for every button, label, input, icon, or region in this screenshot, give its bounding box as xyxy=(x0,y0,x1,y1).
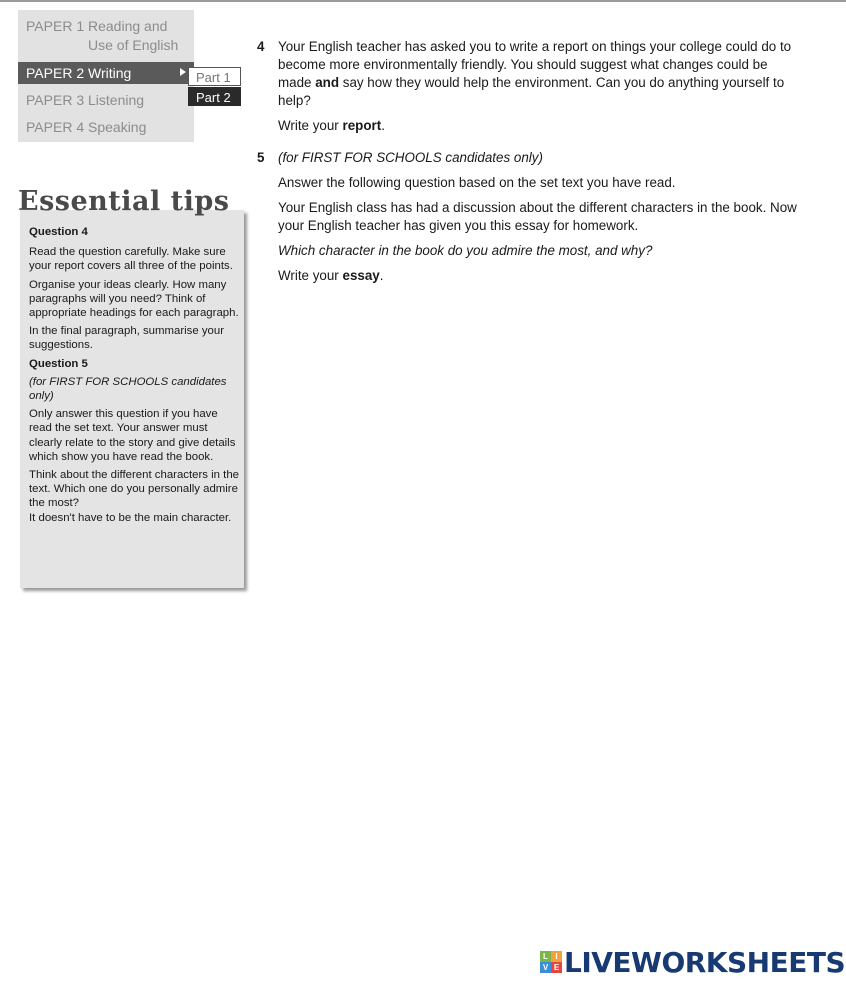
questions-area xyxy=(257,38,797,292)
paper-number: PAPER 4 xyxy=(26,119,85,135)
question-number: 4 xyxy=(257,39,265,54)
task-text: Write your xyxy=(278,268,343,283)
question-text: Your English teacher has asked you to write a report on things your college could do to become more environmentally friendly. You should suggest what changes could be made xyxy=(278,39,792,90)
paper-navigation xyxy=(18,10,194,142)
tips-question-5-heading: Question 5 xyxy=(29,357,88,370)
question-5-note: (for FIRST FOR SCHOOLS candidates only) xyxy=(278,150,543,165)
tip-item: Organise your ideas clearly. How many paragraphs will you need? Think of appropriate headings for each paragraph. xyxy=(29,278,239,320)
paper-name: Speaking xyxy=(88,119,147,135)
task-type: essay xyxy=(342,268,380,283)
question-5-prompt: Which character in the book do you admire the most, and why? xyxy=(278,243,653,258)
paper-name: Writing xyxy=(88,65,132,81)
question-text: say how they would help the environment. Can you do anything yourself to help? xyxy=(278,75,785,108)
tips-question-4-heading: Question 4 xyxy=(29,226,88,238)
task-text: . xyxy=(381,118,385,133)
part-1-tab[interactable]: Part 1 xyxy=(188,67,241,86)
logo-letter: E xyxy=(551,962,562,973)
emphasis-word: and xyxy=(315,75,340,90)
tip-item: Think about the different characters in the text. Which one do you personally admire the most? xyxy=(29,469,240,510)
essential-tips-content xyxy=(29,225,241,529)
logo-letter: V xyxy=(540,962,551,973)
logo-letter: I xyxy=(551,951,562,962)
top-rule xyxy=(0,0,846,2)
logo-text: LIVEWORKSHEETS xyxy=(564,945,846,979)
tip-item: In the final paragraph, summarise your suggestions. xyxy=(29,325,225,352)
tip-item: Read the question carefully. Make sure your report covers all three of the points. xyxy=(29,246,233,273)
paper-name: Reading and xyxy=(88,18,168,34)
question-4-task xyxy=(278,117,797,135)
part-2-tab[interactable]: Part 2 xyxy=(188,87,241,106)
task-text: . xyxy=(379,268,384,283)
logo-letter: L xyxy=(540,951,551,962)
question-4-text xyxy=(278,38,797,110)
question-number: 5 xyxy=(257,150,265,165)
tips-question-5-note: (for FIRST FOR SCHOOLS candidates only) xyxy=(29,375,227,403)
paper-name: Listening xyxy=(88,92,145,108)
nav-item-paper-2[interactable] xyxy=(18,62,194,84)
paper-number: PAPER 3 xyxy=(26,92,85,108)
essential-tips-title: Essential tips xyxy=(18,186,230,217)
arrow-right-icon xyxy=(180,68,186,76)
tip-item: It doesn't have to be the main character. xyxy=(29,511,232,524)
task-text: Write your xyxy=(278,118,343,133)
question-4 xyxy=(257,38,797,135)
paper-number: PAPER 1 xyxy=(26,18,85,34)
question-5-context: Your English class has had a discussion about the different characters in the book. Now your English teacher has given you this essay for homework. xyxy=(278,200,797,233)
liveworksheets-logo[interactable] xyxy=(540,947,845,977)
task-type: report xyxy=(342,118,382,133)
paper-number: PAPER 2 xyxy=(26,65,85,81)
question-5-task xyxy=(278,267,797,285)
paper-name-line2: Use of English xyxy=(88,37,179,53)
tip-item: Only answer this question if you have read the set text. Your answer must clearly relate to the story and give details which show you have read the book. xyxy=(29,408,236,463)
logo-grid-icon xyxy=(540,951,562,973)
question-5-instruction: Answer the following question based on the set text you have read. xyxy=(278,175,676,190)
question-5 xyxy=(257,149,797,285)
